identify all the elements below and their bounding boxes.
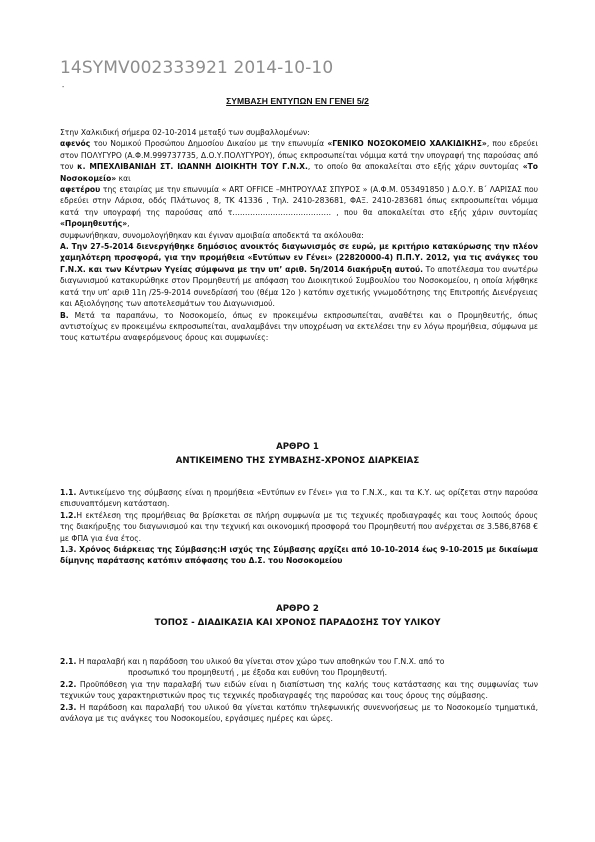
- paragraph-b: [60, 310, 538, 344]
- director-name: κ. ΜΠΕΧΛΙΒΑΝΙΔΗ ΣΤ. ΙΩΑΝΝΗ ΔΙΟΙΚΗΤΗ ΤΟΥ Γ.Ν.Χ.: [77, 162, 308, 172]
- article-1-subheading: ΑΝΤΙΚΕΙΜΕΝΟ ΤΗΣ ΣΥΜΒΑΣΗΣ-ΧΡΟΝΟΣ ΔΙΑΡΚΕΙΑΣ: [175, 456, 420, 466]
- article-2-clause-1: [60, 656, 538, 667]
- article-1-clause-2: [60, 510, 538, 544]
- clause-number: 1.1.: [60, 488, 77, 497]
- contract-title: ΣΥΜΒΑΣΗ ΕΝΤΥΠΩΝ ΕΝ ΓΕΝΕΙ 5/2: [226, 96, 369, 106]
- article-1-heading: ΑΡΘΡΟ 1: [276, 442, 319, 452]
- party-b-label: αφετέρου: [60, 185, 101, 195]
- clause-text: Αντικείμενο της σύμβασης είναι η προμήθεια «Εντύπων εν Γένει» για το Γ.Ν.Χ., και τα Κ.Υ. ως ορίζεται στην παρούσα επισυναπτόμενη κατάσταση.: [60, 488, 538, 509]
- intro-text: , το οποίο θα αποκαλείται στο εξής χάριν συντομίας: [307, 162, 523, 172]
- intro-section: [60, 127, 538, 344]
- article-2-clause-3: [60, 702, 538, 725]
- hospital-name: «ΓΕΝΙΚΟ ΝΟΣΟΚΟΜΕΙΟ ΧΑΛΚΙΔΙΚΗΣ»: [327, 139, 487, 149]
- article-2-body: [60, 656, 538, 724]
- clause-number: 2.3.: [60, 702, 77, 712]
- clause-number: 1.2.: [60, 510, 77, 520]
- article-1-clause-3: 1.3. Χρόνος διάρκειας της Σύμβασης:Η ισχύς της Σύμβασης αρχίζει από 10-10-2014 έως 9-10-2015 με δικαίωμα δίμηνης παράτασης κατόπιν απόφασης του Δ.Σ. του Νοσοκομείου: [60, 545, 538, 566]
- intro-paragraph-agreed: συμφωνήθηκαν, συνομολογήθηκαν και έγιναν αμοιβαία αποδεκτά τα ακόλουθα:: [60, 230, 364, 240]
- clause-number: 2.2.: [60, 679, 77, 689]
- paragraph-b-label: Β.: [60, 310, 69, 320]
- clause-number: 2.1.: [60, 657, 77, 666]
- ada-code: 14SYMV002333921 2014-10-10: [60, 58, 334, 78]
- intro-text: ,: [127, 219, 130, 229]
- intro-text: της εταιρίας με την επωνυμία « ART OFFICE –ΜΗΤΡΟΥΛΑΣ ΣΠΥΡΟΣ » (Α.Φ.Μ. 053491850 ) Δ.Ο.Υ. Β΄ ΛΑΡΙΣΑΣ που εδρεύει στην Λάρισα, οδός Πλάτωνος 8, ΤΚ 41336 , Τηλ. 2410-283681, ΦΑΞ. 2410-283681 όπως εκπροσωπείται νόμιμα κατά την υπογραφή της παρούσας από τ………………………………… , που θα αποκαλείται στο εξής χάριν συντομίας: [60, 185, 538, 217]
- intro-text: , που εδρεύει στον ΠΟΛΥΓΥΡΟ (Α.Φ.Μ.999737735, Δ.Ο.Υ.ΠΟΛΥΓΥΡΟΥ), όπως εκπροσωπείται νόμιμα κατά την υπογραφή της παρούσας από τον: [60, 139, 538, 172]
- article-2-subheading: ΤΟΠΟΣ - ΔΙΑΔΙΚΑΣΙΑ ΚΑΙ ΧΡΟΝΟΣ ΠΑΡΑΔΟΣΗΣ ΤΟΥ ΥΛΙΚΟΥ: [154, 618, 441, 628]
- article-1-clause-1: [60, 487, 538, 510]
- clause-text: Η παράδοση και παραλαβή του υλικού θα γίνεται κατόπιν τηλεφωνικής συνεννοήσεως με το Νοσοκομείο τμηματικά, ανάλογα με τις ανάγκες του Νοσοκομείου, εργάσιμες ημέρες και ώρες.: [60, 702, 538, 724]
- hospital-alias: «Το Νοσοκομείο»: [60, 162, 538, 183]
- clause-text: Προϋπόθεση για την παραλαβή των ειδών είναι η διαπίστωση της καλής τους κατάστασης και της συμφωνίας των τεχνικών τους χαρακτηριστικών προς τις τεχνικές προδιαγραφές της παρούσας και τους όρους της σύμβασης.: [60, 679, 538, 701]
- clause-text: Η παραλαβή και η παράδοση του υλικού θα γίνεται στον χώρο των αποθηκών του Γ.Ν.Χ. από το: [76, 657, 445, 666]
- article-2-clause-1-cont: προσωπικό του προμηθευτή , με έξοδα και ευθύνη του Προμηθευτή.: [128, 668, 388, 678]
- paragraph-a-bold: Α. Την 27-5-2014 διενεργήθηκε δημόσιος ανοικτός διαγωνισμός σε ευρώ, με κριτήριο κατακύρωσης την πλέον χαμηλότερη προσφορά, για την προμήθεια «Εντύπων εν Γένει» (22820000-4) Π.Π.Υ. 2012, για τις ανάγκες του Γ.Ν.Χ. και των Κέντρων Υγείας σύμφωνα με την υπ’ αριθ. 5η/2014 διακήρυξη αυτού.: [60, 242, 538, 274]
- dash-mark: -: [62, 84, 65, 91]
- article-2-heading: ΑΡΘΡΟ 2: [276, 604, 319, 614]
- paragraph-a: [60, 241, 538, 309]
- intro-paragraph-supplier: [60, 184, 538, 230]
- paragraph-a-text: Το αποτέλεσμα του ανωτέρω διαγωνισμού κατακυρώθηκε στον Προμηθευτή με απόφαση του Διοικητικού Συμβουλίου του Νοσοκομείου, η οποία λήφθηκε κατά την υπ’ αριθ 11η /25-9-2014 συνεδρίασή του (θέμα 12ο ) κατόπιν σχετικής γνωμοδότησης της Επιτροπής Διενέργειας και Αξιολόγησης των αποτελεσμάτων του Διαγωνισμού.: [60, 264, 538, 309]
- intro-text: και: [116, 173, 131, 183]
- party-a-label: αφενός: [60, 139, 91, 149]
- intro-paragraph-date: Στην Χαλκιδική σήμερα 02-10-2014 μεταξύ των συμβαλλομένων:: [60, 128, 310, 137]
- paragraph-b-text: Μετά τα παραπάνω, το Νοσοκομείο, όπως εν προκειμένω εκπροσωπείται, αναθέτει και ο Προμηθευτής, όπως αντιστοίχως εν προκειμένω εκπροσωπείται, αναλαμβάνει την υποχρέωση να εκτελέσει την εν λόγω προμήθεια, σύμφωνα με τους κατωτέρω αναφερόμενους όρους και συμφωνίες:: [60, 310, 538, 343]
- article-1-body: [60, 487, 538, 567]
- intro-text: του Νομικού Προσώπου Δημοσίου Δικαίου με την επωνυμία: [90, 139, 328, 149]
- supplier-alias: «Προμηθευτής»: [60, 219, 128, 229]
- article-2-clause-2: [60, 679, 538, 702]
- clause-text: Η εκτέλεση της προμήθειας θα βρίσκεται σε πλήρη συμφωνία με τις τεχνικές προδιαγραφές και τους λοιπούς όρους της διακήρυξης του διαγωνισμού και την τεχνική και οικονομική προσφορά του Προμηθευτή που ανέρχεται σε 3.586,8768 € με ΦΠΑ για ένα έτος.: [60, 510, 538, 543]
- intro-paragraph-hospital: [60, 138, 538, 184]
